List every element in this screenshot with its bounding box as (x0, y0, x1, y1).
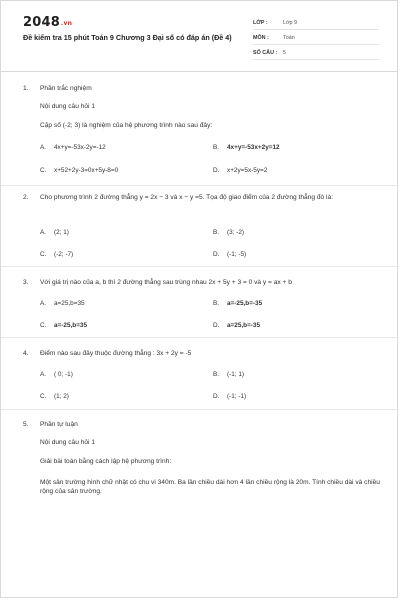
option-letter: B. (213, 300, 220, 307)
question-divider (1, 337, 399, 338)
option-d[interactable] (213, 166, 267, 175)
question-problem: Một sân trường hình chữ nhật có chu vi 340m. Ba lần chiều dài hơn 4 lần chiều rộng là 20m. Tính chiều dài và chiều rộng của sân trường. (40, 479, 380, 495)
meta-row-subject (253, 32, 379, 45)
option-b[interactable] (213, 299, 262, 308)
question-number: 5. (23, 421, 29, 428)
question-divider (1, 266, 399, 267)
option-text: a=25,b=-35 (227, 322, 261, 329)
option-text: (3; -2) (227, 229, 245, 236)
logo-main: 2048 (23, 15, 60, 30)
question-instruction: Giải bài toán bằng cách lập hệ phương trình: (40, 458, 172, 465)
meta-value: Lớp 9 (283, 20, 298, 26)
option-letter: D. (213, 251, 220, 258)
meta-key: LỚP : (253, 20, 268, 26)
option-a[interactable] (40, 143, 106, 152)
option-text: (-1; 1) (227, 371, 245, 378)
option-letter: D. (213, 393, 220, 400)
question-number: 4. (23, 350, 29, 357)
question-3 (1, 278, 399, 338)
option-letter: A. (40, 229, 47, 236)
option-letter: B. (213, 144, 220, 151)
header (1, 1, 397, 65)
option-letter: A. (40, 371, 47, 378)
option-letter: B. (213, 371, 220, 378)
option-c[interactable] (40, 321, 87, 330)
option-text: a=-25,b=35 (54, 322, 88, 329)
option-b[interactable] (213, 370, 244, 379)
meta-key: SỐ CÂU : (253, 50, 278, 56)
question-subtitle: Nội dung câu hỏi 1 (40, 103, 95, 110)
option-b[interactable] (213, 228, 244, 237)
option-c[interactable] (40, 250, 73, 259)
section-heading: Phần tự luận (40, 421, 78, 428)
option-text: (-2; -7) (54, 251, 74, 258)
meta-value: Toán (283, 35, 295, 41)
option-text: a=-25,b=-35 (227, 300, 263, 307)
meta-row-class (253, 17, 379, 30)
question-1 (1, 79, 399, 179)
option-c[interactable] (40, 166, 118, 175)
option-letter: D. (213, 322, 220, 329)
question-number: 1. (23, 85, 29, 92)
question-prompt: Điểm nào sau đây thuộc đường thẳng : 3x + 2y = -5 (40, 350, 192, 357)
meta-key: MÔN : (253, 35, 269, 41)
option-letter: B. (213, 229, 220, 236)
option-letter: A. (40, 300, 47, 307)
meta-row-count (253, 47, 379, 60)
question-number: 2. (23, 194, 29, 201)
option-text: (-1; -1) (227, 393, 247, 400)
option-b[interactable] (213, 143, 280, 152)
option-letter: D. (213, 167, 220, 174)
option-d[interactable] (213, 392, 246, 401)
question-prompt: Cho phương trình 2 đường thẳng y = 2x − 3 và x − y =5. Tọa độ giao điểm của 2 đường thẳng đó là: (40, 194, 333, 201)
option-text: (1; 2) (54, 393, 69, 400)
header-divider (1, 71, 397, 72)
option-a[interactable] (40, 228, 69, 237)
option-d[interactable] (213, 321, 260, 330)
question-divider (1, 185, 399, 186)
option-d[interactable] (213, 250, 246, 259)
question-prompt: Cặp số (-2; 3) là nghiệm của hệ phương trình nào sau đây: (40, 122, 213, 129)
option-a[interactable] (40, 299, 85, 308)
question-5 (1, 420, 399, 540)
question-prompt: Với giá trị nào của a, b thì 2 đường thẳng sau trùng nhau 2x + 5y + 3 = 0 và y = ax + b (40, 279, 292, 286)
option-text: (-1; -5) (227, 251, 247, 258)
option-text: 4x+y=-53x+2y=12 (227, 144, 280, 151)
option-letter: C. (40, 393, 47, 400)
section-heading: Phần trắc nghiệm (40, 85, 92, 92)
question-number: 3. (23, 279, 29, 286)
meta-panel (253, 17, 379, 62)
question-4 (1, 349, 399, 409)
question-subtitle: Nội dung câu hỏi 1 (40, 439, 95, 446)
option-letter: C. (40, 251, 47, 258)
option-text: x+52+2y-3=0x+5y-8=0 (54, 167, 119, 174)
option-letter: C. (40, 167, 47, 174)
option-text: (2; 1) (54, 229, 69, 236)
option-c[interactable] (40, 392, 69, 401)
option-letter: C. (40, 322, 47, 329)
option-text: 4x+y=-53x-2y=-12 (54, 144, 106, 151)
site-logo[interactable] (23, 15, 72, 30)
option-a[interactable] (40, 370, 73, 379)
option-text: x+2y=5x-5y=2 (227, 167, 268, 174)
meta-value: 5 (283, 50, 286, 56)
question-divider (1, 409, 399, 410)
option-text: a=25,b=35 (54, 300, 85, 307)
option-text: ( 0; -1) (54, 371, 73, 378)
question-2 (1, 193, 399, 259)
page-title: Đề kiểm tra 15 phút Toán 9 Chương 3 Đại số có đáp án (Đề 4) (23, 33, 232, 42)
logo-tld: .vn (60, 20, 73, 27)
option-letter: A. (40, 144, 47, 151)
